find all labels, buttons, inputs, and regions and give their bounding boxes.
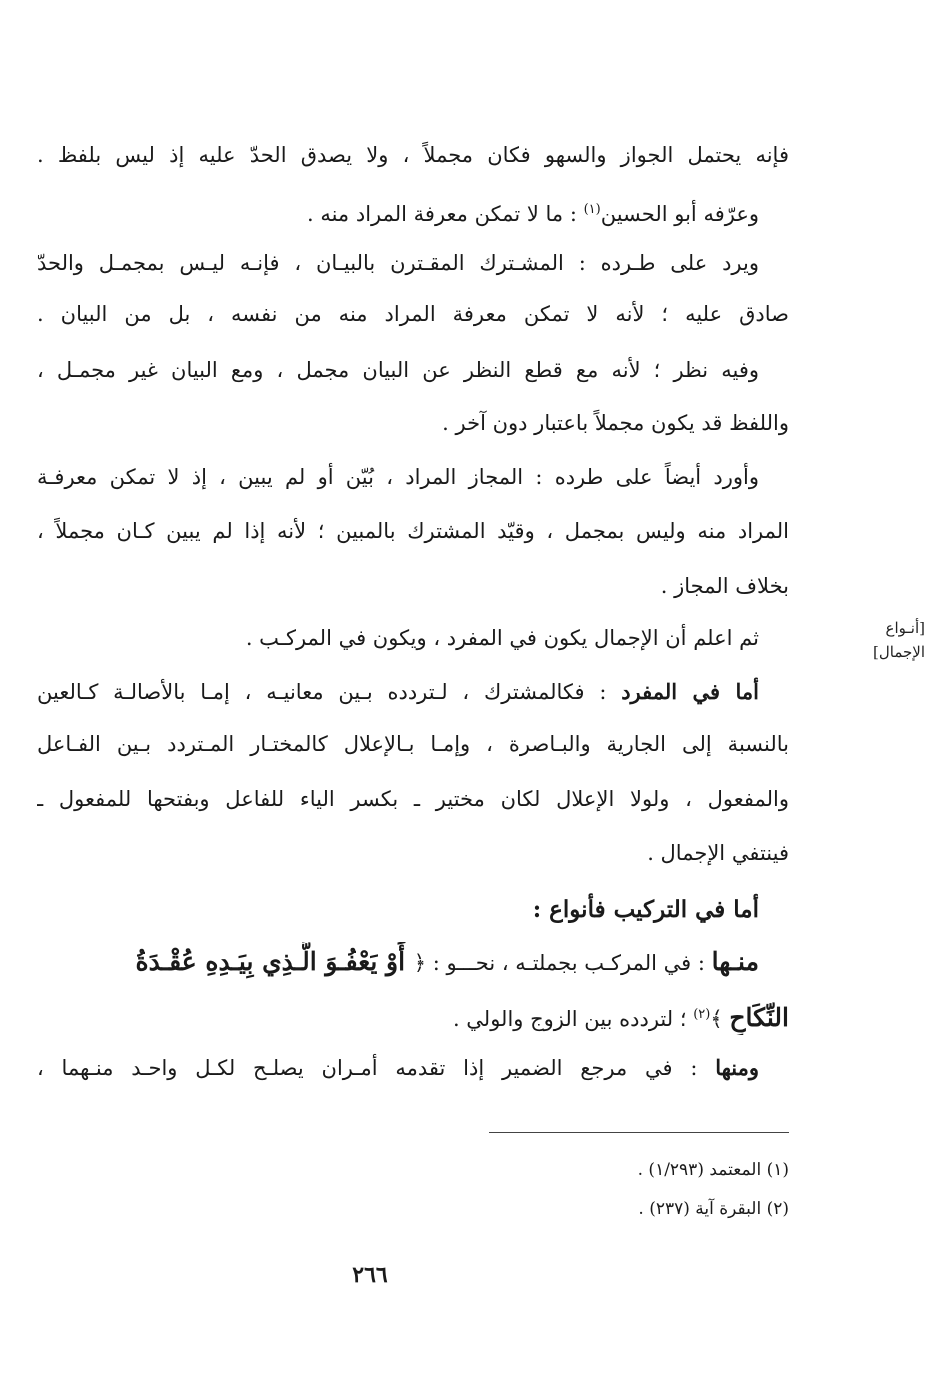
body-line: ثم اعلم أن الإجمال يكون في المفرد ، ويكون في المركـب .: [245, 626, 759, 650]
text: : في المركـب بجملتـه ، نحـــو : ﴿: [413, 951, 712, 975]
body-line: وفيه نظر ؛ لأنه مع قطع النظر عن البيان مجمل ، ومع البيان غير مجمـل ،: [37, 358, 759, 382]
footnote: (٢) البقرة آية (٢٣٧) .: [638, 1199, 789, 1219]
body-line: [37, 1048, 789, 1088]
heading-inline: أما في المفرد: [621, 679, 759, 704]
margin-note: [825, 616, 925, 664]
quran-verse: النِّكَاحِ: [729, 1003, 789, 1032]
page-number: ٢٦٦: [352, 1262, 388, 1288]
text: : في مرجع الضمير إذا تقدمه أمـران يصلـح لكـل واحـد منـهما ،: [37, 1056, 716, 1080]
body-line: [37, 995, 789, 1035]
heading-inline: ومنها: [715, 1055, 759, 1080]
body-line: فإنه يحتمل الجواز والسهو فكان مجملاً ، ولا يصدق الحدّ عليه إذ ليس بلفظ .: [37, 143, 789, 167]
text: ؛ لتردده بين الزوج والولي .: [452, 1007, 694, 1031]
text: : ما لا تمكن معرفة المراد منه .: [306, 202, 584, 226]
body-line: بالنسبة إلى الجارية والبـاصرة ، وإمـا بـالإعلال كالمختـار المـتردد بـين الفـاعل: [37, 732, 789, 756]
footnote-separator: [489, 1132, 789, 1133]
body-line: صادق عليه ؛ لأنه لا تمكن معرفة المراد منه من نفسه ، بل من البيان .: [37, 302, 789, 326]
text: : فكالمشترك ، لـتردده بـين معانيـه ، إمـا بالأصالـة كـالعين: [37, 680, 622, 704]
body-line: [37, 942, 789, 982]
body-line: [37, 672, 789, 712]
body-line: بخلاف المجاز .: [660, 574, 789, 598]
text: وعرّفه أبو الحسين: [600, 202, 759, 226]
footnote-ref: (٢): [693, 1007, 711, 1022]
margin-note-line: [أنـواع: [885, 619, 925, 637]
heading-inline: منـها: [711, 947, 759, 976]
body-line: ويرد على طـرده : المشـترك المقـترن بالبيـان ، فإنـه ليـس بمجمـل والحدّ: [37, 251, 759, 275]
body-line: واللفظ قد يكون مجملاً باعتبار دون آخر .: [442, 411, 789, 435]
margin-note-line: الإجمال]: [873, 643, 925, 661]
body-line: وأورد أيضاً على طرده : المجاز المراد ، بُيّن أو لم يبين ، إذ لا تمكن معرفـة: [37, 465, 759, 489]
body-line: فينتفي الإجمال .: [647, 841, 789, 865]
text: ﴾: [710, 1007, 730, 1031]
quran-verse: أَوْ يَعْفُـوَ الَّـذِي بِيَـدِهِ عُقْـدَةُ: [135, 947, 414, 976]
body-line: المراد منه وليس بمجمل ، وقيّد المشترك بالمبين ؛ لأنه إذا لم يبين كـان مجملاً ،: [37, 519, 789, 543]
section-heading: أما في التركيب فأنواع :: [532, 896, 759, 923]
body-line: والمفعول ، ولولا الإعلال لكان مختير ـ بكسر الياء للفاعل وبفتحها للمفعول ـ: [37, 787, 789, 811]
footnote-ref: (١): [583, 202, 601, 217]
footnote: (١) المعتمد (١/٢٩٣) .: [637, 1160, 789, 1180]
body-line: [37, 190, 789, 230]
